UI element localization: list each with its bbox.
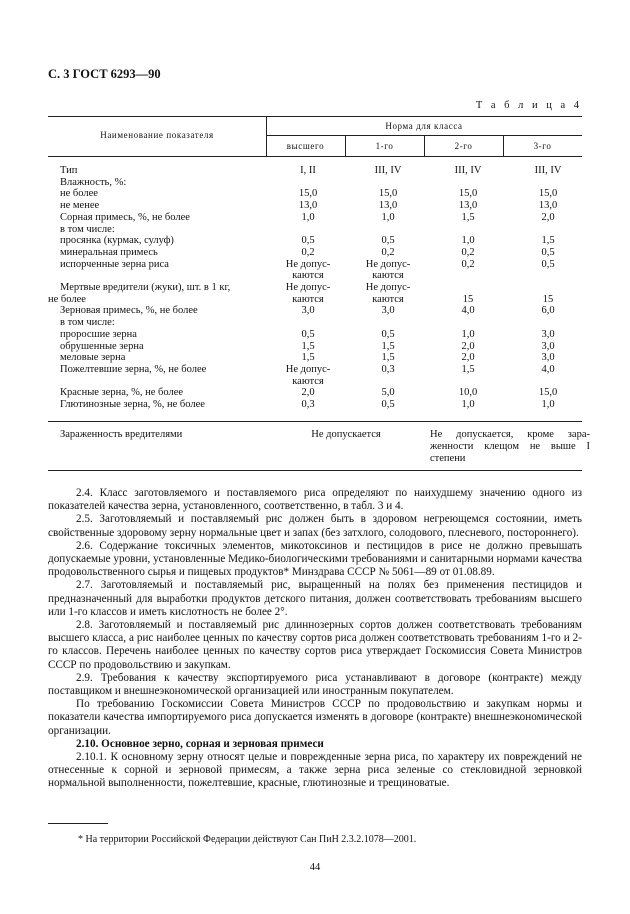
paragraph-2-6: 2.6. Содержание токсичных элементов, микотоксинов и пестицидов в рисе не должно превышать допускаемые уровни, установленные Медико-биологическими требованиями и санитарными нормами качества продовольственного сырья и пищевых продуктов* Минздрава СССР № 5061—89 от 01.08.89. [48, 539, 582, 579]
row-label: минеральная примесь [60, 246, 158, 258]
row-value: 13,0 [458, 200, 478, 212]
row-value: 6,0 [541, 305, 555, 317]
col-name-header: Наименование показателя [100, 130, 214, 140]
row-value: 13,0 [298, 200, 318, 212]
paragraph-2-5: 2.5. Заготовляемый и поставляемый рис должен быть в здоровом негреющемся состоянии, иметь свойственные здоровому зерну нормальные цвет и запах (без затхлого, солодового, плесневого, постороннего). [48, 513, 582, 539]
row-value: 2,0 [461, 352, 475, 364]
paragraph-2-9: 2.9. Требования к качеству экспортируемого риса устанавливают в договоре (контракте) между поставщиком и внешнеэкономической организацией или иностранным покупателем. [48, 671, 582, 698]
row-value: 0,5 [541, 246, 555, 258]
table-label: Т а б л и ц а 4 [475, 100, 582, 111]
infestation-right-value: Не допускается, кроме зара- женности клещом не выше I степени [430, 429, 590, 464]
row-value: каются [372, 270, 404, 282]
row-value: 0,2 [461, 258, 475, 270]
row-value: 3,0 [541, 352, 555, 364]
row-label: не менее [60, 200, 100, 212]
footnote: * На территории Российской Федерации действуют Сан ПиН 2.3.2.1078—2001. [78, 834, 417, 845]
row-label: Глютинозные зерна, %, не более [60, 399, 205, 410]
row-value: 2,0 [301, 387, 315, 399]
row-label: просянка (курмак, сулуф) [60, 235, 174, 247]
row-value: каются [372, 293, 404, 305]
row-label: Зерновая примесь, %, не более [60, 305, 198, 317]
class-header-2: 2-го [454, 141, 473, 151]
class-header-top: высшего [286, 141, 325, 151]
page-number: 44 [309, 862, 321, 873]
row-value: Не допус- [365, 282, 411, 293]
paragraph-import: По требованию Госкомиссии Совета Министров СССР по продовольствию и закупкам нормы и показатели качества импортируемого риса допускается изменять в договоре (контракте) внешнеэкономической организации. [48, 698, 582, 737]
row-value: 0,3 [381, 363, 395, 375]
row-value: 15,0 [298, 188, 318, 200]
norm-header: Норма для класса [385, 121, 463, 131]
row-value: 1,5 [461, 211, 475, 223]
row-value: 15 [542, 293, 554, 305]
row-value: 0,5 [301, 328, 315, 340]
row-value: 3,0 [541, 340, 555, 352]
infestation-label: Зараженность вредителями [60, 429, 183, 440]
row-label: Мертвые вредители (жуки), шт. в 1 кг, [60, 282, 231, 293]
row-value: 1,0 [301, 211, 315, 223]
row-value: 0,5 [381, 235, 395, 247]
class-header-3: 3-го [533, 141, 552, 151]
body-text [48, 487, 582, 791]
paragraph-2-4: 2.4. Класс заготовляемого и поставляемого риса определяют по наихудшему значению одного из показателей качества зерна, установленного, соответственно, в табл. 3 и 4. [48, 487, 582, 513]
table-bottom-rule [48, 470, 582, 471]
table-top-rule [48, 116, 582, 117]
document-header: С. 3 ГОСТ 6293—90 [48, 67, 161, 81]
row-label: в том числе: [60, 223, 115, 235]
row-label: Тип [60, 165, 78, 176]
row-label: в том числе: [60, 317, 115, 329]
row-value: III, IV [534, 165, 562, 176]
row-value: каются [292, 293, 324, 305]
row-value: 0,5 [381, 399, 395, 410]
row-value: 0,2 [301, 246, 315, 258]
row-value: 15 [462, 293, 474, 305]
table-sep-rule [48, 421, 582, 422]
row-value: 1,5 [381, 340, 395, 352]
row-value: 15,0 [378, 188, 398, 200]
row-value: 0,3 [301, 399, 315, 410]
row-value: каются [292, 375, 324, 387]
row-value: 1,5 [301, 352, 315, 364]
row-value: 0,5 [381, 328, 395, 340]
section-heading-2-10: 2.10. Основное зерно, сорная и зерновая примеси [76, 737, 324, 750]
paragraph-2-10-1: 2.10.1. К основному зерну относят целые и поврежденные зерна риса, по характеру их повреждений не отнесенные к сорной и зерновой примесям, а также зерна риса зеленые со стекловидной зерновкой нормальной выполненности, пожелтевшие, красные, глютинозные и трещиноватые. [48, 751, 582, 790]
row-value: 15,0 [538, 387, 558, 399]
row-value: 1,5 [301, 340, 315, 352]
row-label: испорченные зерна риса [60, 258, 169, 270]
row-value: 5,0 [381, 387, 395, 399]
row-label: меловые зерна [60, 352, 126, 364]
row-value: Не допус- [285, 363, 331, 375]
row-label: обрушенные зерна [60, 340, 144, 352]
row-value: Не допус- [365, 258, 411, 270]
row-value: 15,0 [538, 188, 558, 200]
row-value: 1,0 [461, 235, 475, 247]
row-label: Пожелтевшие зерна, %, не более [60, 363, 207, 375]
row-value: Не допус- [285, 282, 331, 293]
paragraph-2-7: 2.7. Заготовляемый и поставляемый рис, выращенный на полях без применения пестицидов и предназначенный для выработки продуктов детского питания, должен соответствовать требованиям высшего или 1-го классов и иметь кислотность не более 2°. [48, 579, 582, 618]
infestation-left-value: Не допускается [311, 429, 381, 440]
footnote-rule [48, 823, 108, 824]
row-value: 4,0 [541, 363, 555, 375]
row-value: 1,5 [381, 352, 395, 364]
row-value: 3,0 [381, 305, 395, 317]
row-value: 0,2 [461, 246, 475, 258]
row-value: 0,2 [381, 246, 395, 258]
row-label: Влажность, %: [60, 176, 127, 188]
row-value: 1,0 [461, 328, 475, 340]
row-value: III, IV [454, 165, 482, 176]
row-value: 1,0 [461, 399, 475, 410]
row-label: Сорная примесь, %, не более [60, 211, 190, 223]
row-value: 1,5 [541, 235, 555, 247]
row-value: I, II [300, 165, 316, 176]
row-value: 0,5 [541, 258, 555, 270]
row-value: 1,0 [541, 399, 555, 410]
row-value: 3,0 [301, 305, 315, 317]
row-value: III, IV [374, 165, 402, 176]
row-value: Не допус- [285, 258, 331, 270]
row-value: 2,0 [541, 211, 555, 223]
row-label: проросшие зерна [60, 328, 137, 340]
paragraph-2-8: 2.8. Заготовляемый и поставляемый рис длиннозерных сортов должен соответствовать требованиям высшего класса, а рис наиболее ценных по качеству сортов риса должен соответствовать требованиям 1-го и 2-го классов. Перечень наиболее ценных по качеству сортов риса утверждает Госкомиссия Совета Министров СССР по продовольствию и закупкам. [48, 619, 582, 671]
row-value: 0,5 [301, 235, 315, 247]
row-value: 4,0 [461, 305, 475, 317]
row-value: 10,0 [458, 387, 478, 399]
row-value: 13,0 [378, 200, 398, 212]
row-value: 13,0 [538, 200, 558, 212]
table-head-bottom-rule [48, 156, 582, 157]
row-value: 1,5 [461, 363, 475, 375]
row-label: Красные зерна, %, не более [60, 387, 184, 399]
row-value: 3,0 [541, 328, 555, 340]
row-value: 2,0 [461, 340, 475, 352]
row-label: не более [48, 293, 86, 305]
class-header-1: 1-го [375, 141, 394, 151]
row-label: не более [60, 188, 98, 200]
row-value: каются [292, 270, 324, 282]
row-value: 15,0 [458, 188, 478, 200]
row-value: 1,0 [381, 211, 395, 223]
